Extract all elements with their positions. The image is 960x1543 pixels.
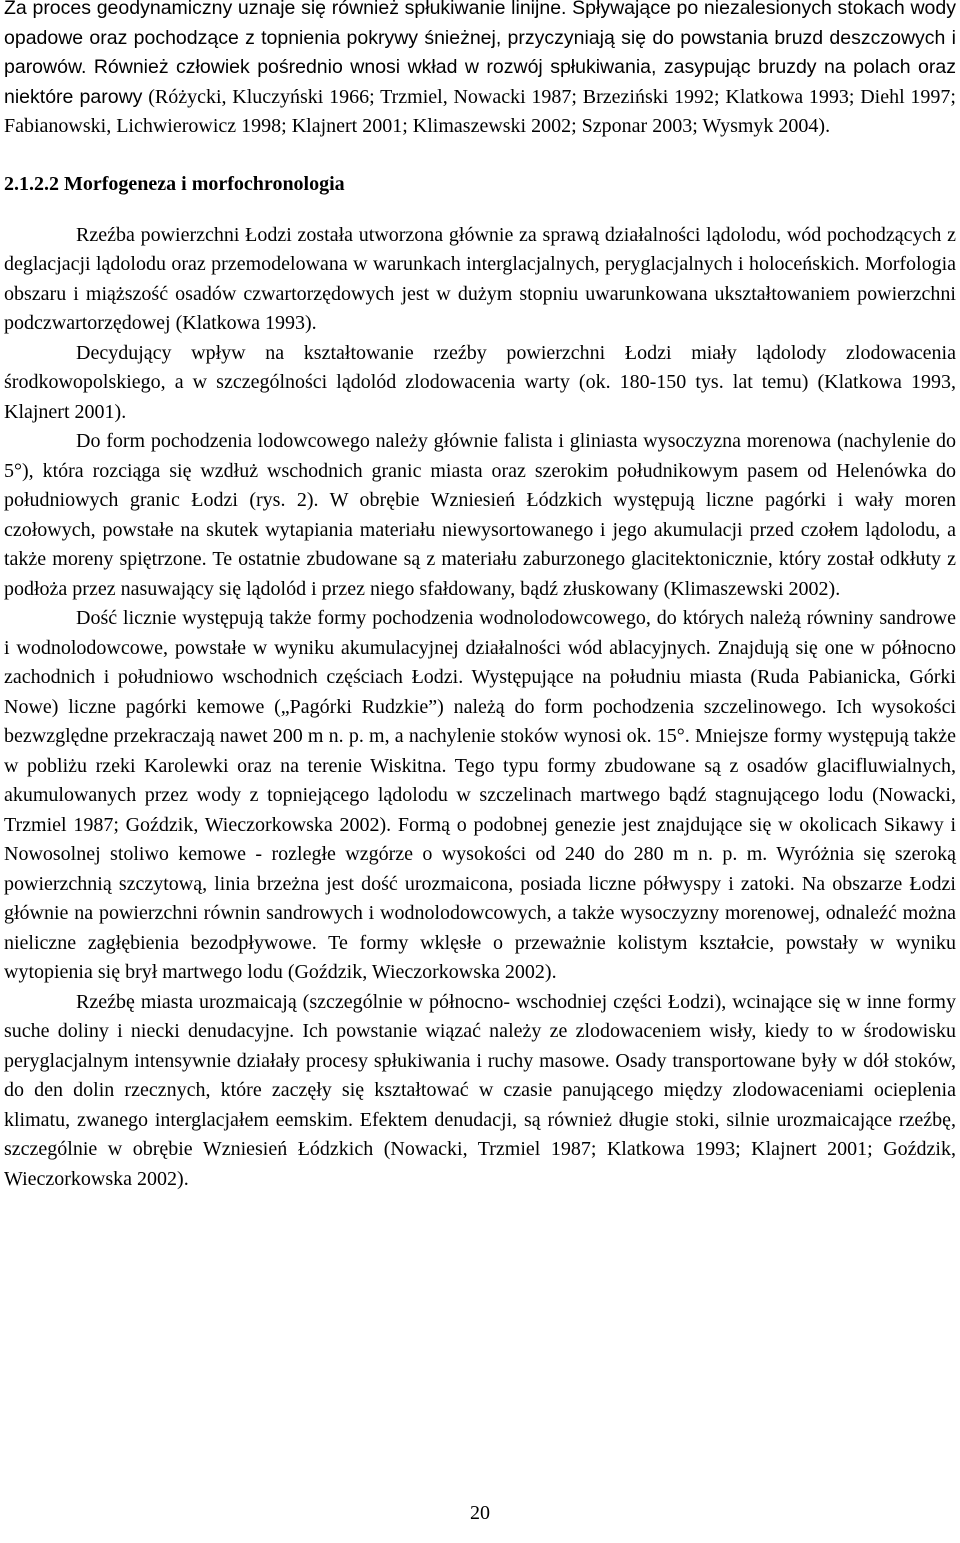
document-page bbox=[4, 0, 956, 1194]
section-heading: 2.1.2.2 Morfogeneza i morfochronologia bbox=[4, 172, 345, 195]
body-paragraph-4: Dość licznie występują także formy pochodzenia wodnolodowcowego, do których należą równiny sandrowe i wodnolodowcowe, powstałe w wyniku akumulacyjnej działalności wód ablacyjnych. Znajdują się one w północno zachodnich i południowo wschodnich częściach Łodzi. Występujące na południu miasta (Ruda Pabianicka, Górki Nowe) liczne pagórki kemowe („Pagórki Rudzkie”) należą do form pochodzenia szczelinowego. Ich wysokości bezwzględne przekraczają nawet 200 m n. p. m, a nachylenie stoków wynosi ok. 15°. Mniejsze formy występują także w pobliżu rzeki Karolewki oraz na terenie Wiskitna. Tego typu formy zbudowane są z osadów glacifluwialnych, akumulowanych przez wody z topniejącego lądolodu w szczelinach martwego bądź stagnującego lodu (Nowacki, Trzmiel 1987; Goździk, Wieczorkowska 2002). Formą o podobnej genezie jest znajdujące się w okolicach Sikawy i Nowosolnej stoliwo kemowe - rozległe wzgórze o wysokości od 240 do 280 m n. p. m. Wyróżnia się szeroką powierzchnią szczytową, linia brzeżna jest dość urozmaicona, posiada liczne półwyspy i zatoki. Na obszarze Łodzi głównie na powierzchni równin sandrowych i wodnolodowcowych, a także wysoczyzny morenowej, odnaleźć można nieliczne zagłębienia bezodpływowe. Te formy wklęsłe o przeważnie kolistym kształcie, powstały w wyniku wytopienia się brył martwego lodu (Goździk, Wieczorkowska 2002). bbox=[4, 607, 956, 983]
intro-paragraph-sans-run: Za proces geodynamiczny uznaje się również spłukiwanie linijne. Spływające po niezalesionych stokach wody opadowe oraz pochodzące z topnienia pokrywy śnieżnej, przyczyniają się do powstania bruzd deszczowych i parowów. Również człowiek pośrednio wnosi wkład w rozwój spłukiwania, zasypując bruzdy na polach oraz niektóre parowy bbox=[4, 0, 956, 108]
intro-paragraph bbox=[4, 0, 956, 142]
page-number: 20 bbox=[470, 1502, 490, 1524]
body-paragraph-3: Do form pochodzenia lodowcowego należy głównie falista i gliniasta wysoczyzna morenowa (nachylenie do 5°), która rozciąga się wzdłuż wschodnich granic miasta oraz szerokim południkowym pasem od Helenówka do południowych granic Łodzi (rys. 2). W obrębie Wzniesień Łódzkich występują liczne pagórki i wały moren czołowych, powstałe na skutek wytapiania materiału niewysortowanego i jego akumulacji przed czołem lądolodu, a także moreny spiętrzone. Te ostatnie zbudowane są z materiału zaburzonego glacitektonicznie, który został odkłuty z podłoża przez nasuwający się lądolód i przez niego sfałdowany, bądź złuskowany (Klimaszewski 2002). bbox=[4, 430, 956, 600]
body-paragraph-5: Rzeźbę miasta urozmaicają (szczególnie w północno- wschodniej części Łodzi), wcinające się w inne formy suche doliny i niecki denudacyjne. Ich powstanie wiązać należy ze zlodowaceniem wisły, kiedy to w środowisku peryglacjalnym intensywnie działały procesy spłukiwania i ruchy masowe. Osady transportowane były w dół stoków, do den dolin rzecznych, które zaczęły się kształtować w czasie panującego między zlodowaceniami ocieplenia klimatu, zwanego interglacjałem eemskim. Efektem denudacji, są również długie stoki, silnie urozmaicające rzeźbę, szczególnie w obrębie Wzniesień Łódzkich (Nowacki, Trzmiel 1987; Klatkowa 1993; Klajnert 2001; Goździk, Wieczorkowska 2002). bbox=[4, 990, 956, 1190]
body-paragraph-1: Rzeźba powierzchni Łodzi została utworzona głównie za sprawą działalności lądolodu, wód pochodzących z deglacjacji lądolodu oraz przemodelowana w warunkach interglacjalnych, peryglacjalnych i holoceńskich. Morfologia obszaru i miąższość osadów czwartorzędowych jest w dużym stopniu uwarunkowana ukształtowaniem powierzchni podczwartorzędowej (Klatkowa 1993). bbox=[4, 223, 956, 334]
body-paragraph-2: Decydujący wpływ na kształtowanie rzeźby powierzchni Łodzi miały lądolody zlodowacenia środkowopolskiego, a w szczególności lądolód zlodowacenia warty (ok. 180-150 tys. lat temu) (Klatkowa 1993, Klajnert 2001). bbox=[4, 341, 956, 423]
intro-paragraph-citations: (Różycki, Kluczyński 1966; Trzmiel, Nowacki 1987; Brzeziński 1992; Klatkowa 1993; Diehl 1997; Fabianowski, Lichwierowicz 1998; Klajnert 2001; Klimaszewski 2002; Szponar 2003; Wysmyk 2004). bbox=[4, 85, 956, 137]
